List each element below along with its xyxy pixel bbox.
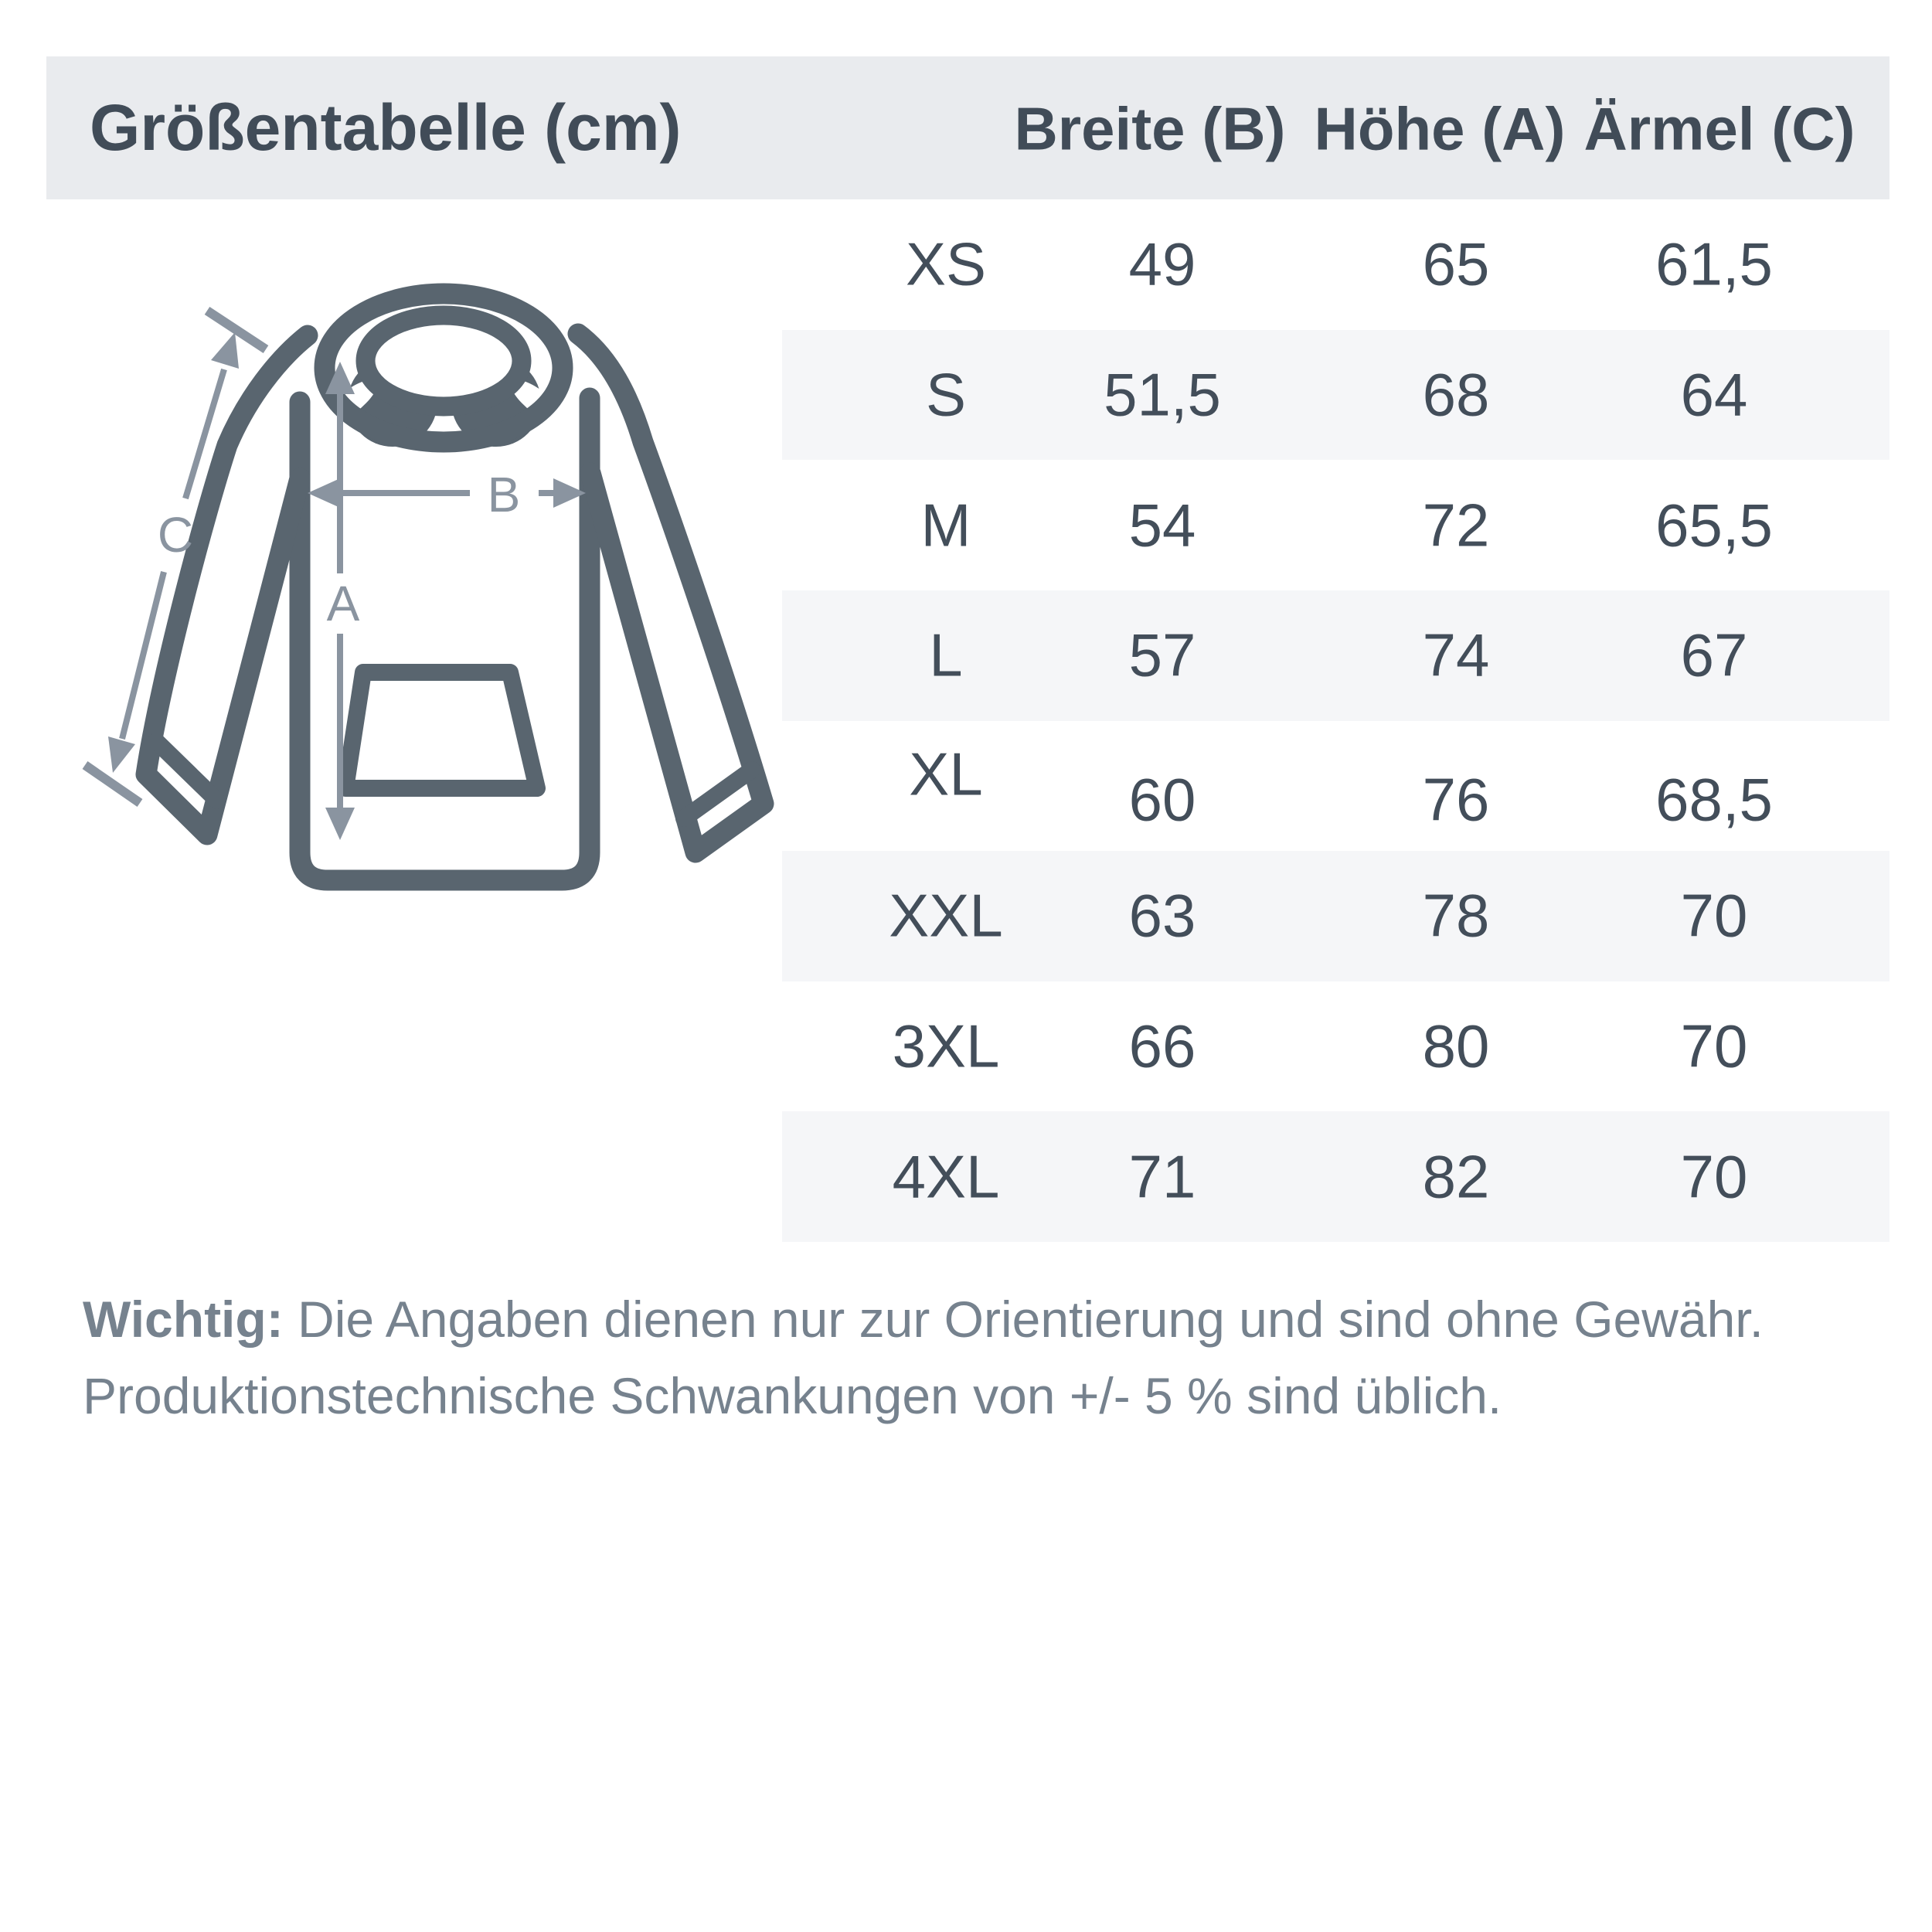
cell-aermel: 68,5 xyxy=(1655,765,1773,834)
column-header-breite: Breite (B) xyxy=(1014,94,1286,163)
cell-hoehe: 72 xyxy=(1422,491,1490,560)
disclaimer xyxy=(83,1281,1883,1434)
cell-hoehe: 80 xyxy=(1422,1012,1490,1080)
cell-size: 4XL xyxy=(892,1142,1000,1211)
size-table xyxy=(782,199,1889,1242)
table-row xyxy=(782,851,1889,981)
cell-aermel: 61,5 xyxy=(1655,230,1773,298)
table-row xyxy=(782,590,1889,721)
column-header-aermel: Ärmel (C) xyxy=(1583,94,1855,163)
cell-breite: 63 xyxy=(1128,881,1196,950)
cell-breite: 57 xyxy=(1128,621,1196,689)
table-row xyxy=(782,199,1889,330)
label-a: A xyxy=(326,576,360,631)
disclaimer-line1: Wichtig: Die Angaben dienen nur zur Orientierung und sind ohne Gewähr. xyxy=(83,1291,1764,1348)
column-header-hoehe: Höhe (A) xyxy=(1314,94,1566,163)
cell-aermel: 67 xyxy=(1680,621,1748,689)
cell-size: 3XL xyxy=(892,1012,1000,1080)
table-row xyxy=(782,981,1889,1112)
cell-breite: 49 xyxy=(1128,230,1196,298)
cell-breite: 51,5 xyxy=(1104,360,1221,429)
disclaimer-intro: Wichtig: xyxy=(83,1291,284,1348)
cell-breite: 60 xyxy=(1128,765,1196,834)
pocket xyxy=(345,672,537,788)
cell-size: S xyxy=(925,360,967,429)
table-row xyxy=(782,330,1889,461)
cell-aermel: 70 xyxy=(1680,881,1748,950)
cell-breite: 54 xyxy=(1128,491,1196,560)
cell-size: XS xyxy=(905,230,987,298)
cell-hoehe: 74 xyxy=(1422,621,1490,689)
cell-aermel: 70 xyxy=(1680,1012,1748,1080)
page-title: Größentabelle (cm) xyxy=(90,91,682,164)
cell-size: XL xyxy=(909,740,983,808)
table-row xyxy=(782,460,1889,590)
cell-hoehe: 82 xyxy=(1422,1142,1490,1211)
table-row xyxy=(782,721,1889,852)
cell-size: L xyxy=(929,621,963,689)
cell-aermel: 70 xyxy=(1680,1142,1748,1211)
cell-hoehe: 65 xyxy=(1422,230,1490,298)
cell-breite: 66 xyxy=(1128,1012,1196,1080)
cell-aermel: 64 xyxy=(1680,360,1748,429)
label-c: C xyxy=(157,507,194,563)
hood xyxy=(315,294,573,447)
cell-breite: 71 xyxy=(1128,1142,1196,1211)
cell-hoehe: 76 xyxy=(1422,765,1490,834)
cell-size: XXL xyxy=(889,881,1003,950)
cell-aermel: 65,5 xyxy=(1655,491,1773,560)
disclaimer-line2: Produktionstechnische Schwankungen von +/- 5 % sind üblich. xyxy=(83,1367,1502,1424)
cell-hoehe: 68 xyxy=(1422,360,1490,429)
cell-size: M xyxy=(920,491,971,560)
label-b: B xyxy=(487,467,521,522)
cell-hoehe: 78 xyxy=(1422,881,1490,950)
table-row xyxy=(782,1111,1889,1242)
